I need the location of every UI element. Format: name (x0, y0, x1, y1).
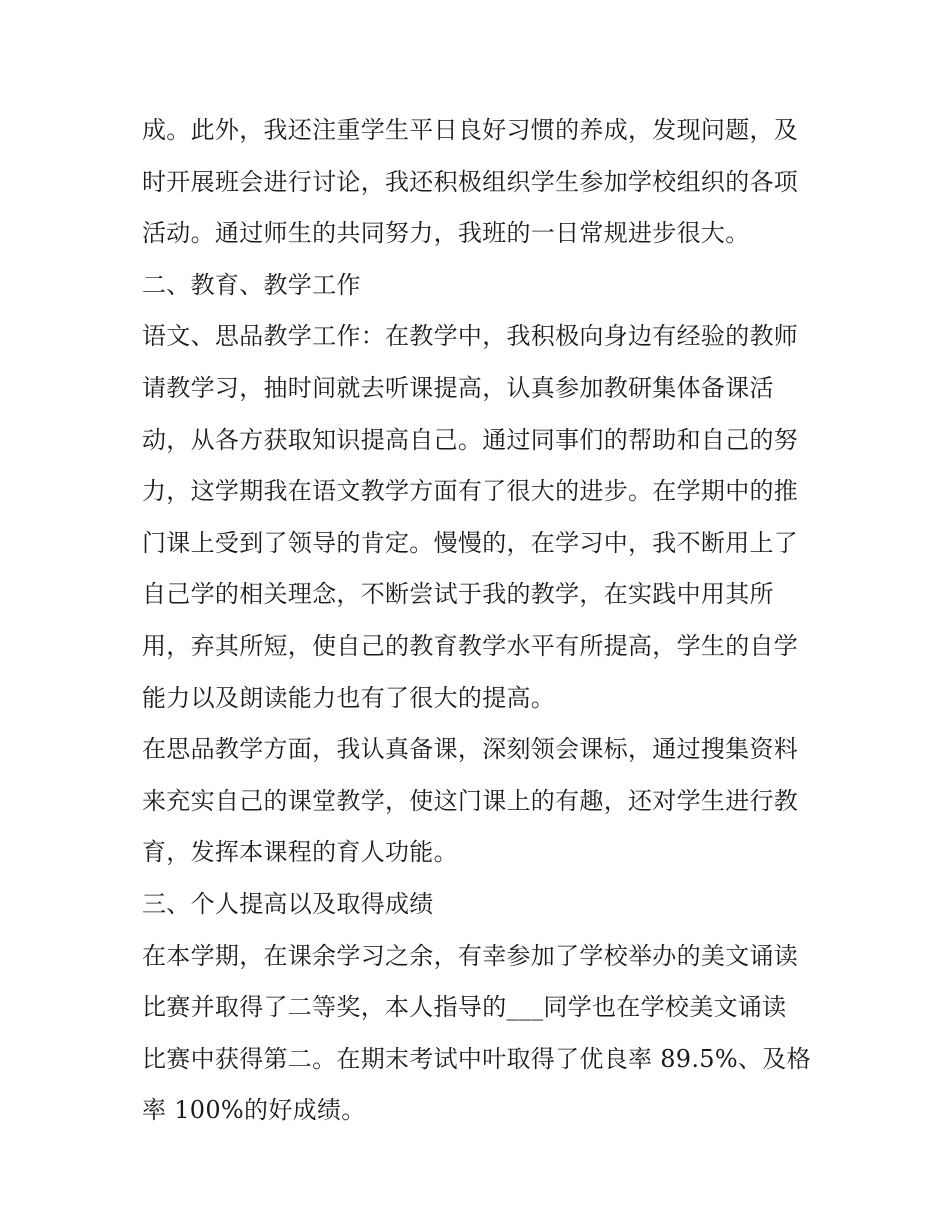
paragraph-line: 语文、思品教学工作：在教学中，我积极向身边有经验的教师 (142, 322, 799, 351)
paragraph-line: 时开展班会进行讨论，我还积极组织学生参加学校组织的各项 (142, 167, 799, 196)
paragraph-line: 用，弃其所短，使自己的教育教学水平有所提高，学生的自学 (142, 631, 799, 660)
paragraph-line: 力，这学期我在语文教学方面有了很大的进步。在学期中的推 (142, 477, 799, 506)
paragraph-line: 动，从各方获取知识提高自己。通过同事们的帮助和自己的努 (142, 425, 799, 454)
document-page (142, 105, 822, 1137)
paragraph-line: 来充实自己的课堂教学，使这门课上的有趣，还对学生进行教 (142, 786, 799, 815)
paragraph-line: 请教学习，抽时间就去听课提高，认真参加教研集体备课活 (142, 373, 774, 402)
paragraph-line: 活动。通过师生的共同努力，我班的一日常规进步很大。 (142, 219, 750, 248)
paragraph-line: 比赛并取得了二等奖，本人指导的___同学也在学校美文诵读 (142, 993, 787, 1022)
paragraph-line: 在本学期，在课余学习之余，有幸参加了学校举办的美文诵读 (142, 941, 799, 970)
paragraph-line: 门课上受到了领导的肯定。慢慢的，在学习中，我不断用上了 (142, 528, 799, 557)
paragraph-line: 成。此外，我还注重学生平日良好习惯的养成，发现问题，及 (142, 116, 799, 144)
section-heading: 二、教育、教学工作 (142, 270, 361, 299)
section-heading: 三、个人提高以及取得成绩 (142, 889, 434, 918)
paragraph-line: 率 100%的好成绩。 (142, 1096, 366, 1125)
paragraph-line: 在思品教学方面，我认真备课，深刻领会课标，通过搜集资料 (142, 735, 799, 764)
paragraph-line: 比赛中获得第二。在期末考试中叶取得了优良率 89.5%、及格 (142, 1044, 811, 1073)
paragraph-line: 自己学的相关理念，不断尝试于我的教学，在实践中用其所 (142, 580, 774, 609)
paragraph-line: 育，发挥本课程的育人功能。 (142, 838, 458, 867)
paragraph-line: 能力以及朗读能力也有了很大的提高。 (142, 683, 556, 712)
